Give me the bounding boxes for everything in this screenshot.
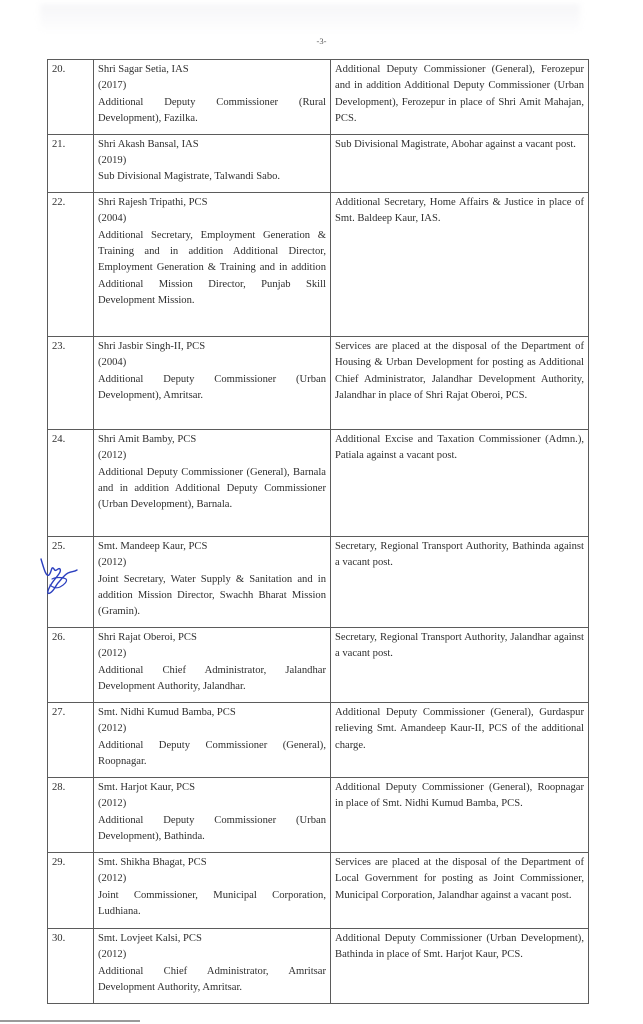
footer-rule [0,1020,140,1022]
posting-cell [331,134,589,192]
table-row [48,536,589,627]
new-posting: Additional Deputy Commissioner (General), Roopnagar in place of Smt. Nidhi Kumud Bamba, PCS. [335,781,584,810]
posting-cell [331,777,589,852]
serial-number: 22. [48,192,94,336]
transfer-orders-table [47,59,589,1004]
officer-cell [94,777,331,852]
officer-cell [94,60,331,135]
officer-name: Shri Sagar Setia, IAS [98,64,189,75]
table-row [48,60,589,135]
table-row [48,852,589,928]
officer-batch: (2004) [98,213,127,225]
current-post: Additional Deputy Commissioner (Urban Development), Amritsar. [98,373,326,402]
current-post: Joint Secretary, Water Supply & Sanitation and in addition Mission Director, Swachh Bharat Mission (Gramin). [98,573,326,618]
serial-number: 26. [48,627,94,702]
serial-number: 29. [48,852,94,928]
current-post: Additional Chief Administrator, Amritsar Development Authority, Amritsar. [98,965,326,994]
officer-cell [94,134,331,192]
table-row [48,627,589,702]
serial-number: 20. [48,60,94,135]
officer-name: Smt. Lovjeet Kalsi, PCS [98,932,202,944]
officer-batch: (2012) [98,648,127,660]
officer-name: Smt. Shikha Bhagat, PCS [98,856,207,868]
officer-cell [94,192,331,336]
officer-name: Smt. Harjot Kaur, PCS [98,781,195,793]
serial-number: 25. [48,536,94,627]
officer-name: Shri Rajesh Tripathi, PCS [98,196,208,208]
serial-number: 21. [48,134,94,192]
table-row [48,134,589,192]
current-post: Additional Deputy Commissioner (General), Barnala and in addition Additional Deputy Commissioner (Urban Development), Barnala. [98,466,326,511]
officer-batch: (2012) [98,557,127,569]
current-post: Sub Divisional Magistrate, Talwandi Sabo. [98,171,281,183]
officer-name: Shri Jasbir Singh-II, PCS [98,340,206,352]
serial-number: 24. [48,429,94,536]
current-post: Additional Secretary, Employment Generation & Training and in addition Additional Director, Employment Generation & Training and in addition Additional Mission Director, Punjab Skill Development Mission. [98,229,326,307]
posting-cell [331,336,589,429]
new-posting: Services are placed at the disposal of the Department of Housing & Urban Development for posting as Additional Chief Administrator, Jalandhar Development Authority, Jalandhar in place of Shri Rajat Oberoi, PCS. [335,340,584,402]
serial-number: 27. [48,702,94,777]
posting-cell [331,928,589,1003]
officer-cell [94,336,331,429]
officer-batch: (2012) [98,873,127,885]
posting-cell [331,192,589,336]
table-row [48,928,589,1003]
current-post: Additional Deputy Commissioner (Urban Development), Bathinda. [98,814,326,843]
officer-batch: (2012) [98,798,127,810]
current-post: Additional Deputy Commissioner (Rural Development), Fazilka. [98,96,326,125]
scan-bleed-through [40,4,580,30]
page-number: -3- [316,36,327,46]
table-row [48,702,589,777]
current-post: Additional Deputy Commissioner (General), Roopnagar. [98,739,326,768]
posting-cell [331,536,589,627]
posting-cell [331,60,589,135]
serial-number: 28. [48,777,94,852]
posting-cell [331,627,589,702]
new-posting: Additional Deputy Commissioner (General), Gurdaspur relieving Smt. Amandeep Kaur-II, PCS of the additional charge. [335,706,584,751]
table-row [48,192,589,336]
table-row [48,777,589,852]
new-posting: Secretary, Regional Transport Authority, Bathinda against a vacant post. [335,540,584,569]
current-post: Joint Commissioner, Municipal Corporation, Ludhiana. [98,889,326,918]
serial-number: 23. [48,336,94,429]
handwritten-signature-icon [38,555,78,605]
table-row [48,336,589,429]
posting-cell [331,702,589,777]
officer-batch: (2004) [98,357,127,369]
posting-cell [331,429,589,536]
officer-name: Shri Amit Bamby, PCS [98,433,197,445]
officer-name: Smt. Nidhi Kumud Bamba, PCS [98,706,236,718]
officer-cell [94,627,331,702]
officer-cell [94,429,331,536]
officer-batch: (2012) [98,949,127,961]
officer-batch: (2012) [98,723,127,735]
officer-batch: (2012) [98,450,127,462]
new-posting: Additional Deputy Commissioner (General), Ferozepur and in addition Additional Deputy Commissioner (Urban Development), Ferozepur in place of Shri Amit Mahajan, PCS. [335,64,584,125]
new-posting: Additional Excise and Taxation Commissioner (Admn.), Patiala against a vacant post. [335,433,584,462]
new-posting: Sub Divisional Magistrate, Abohar against a vacant post. [335,138,576,150]
officer-cell [94,928,331,1003]
posting-cell [331,852,589,928]
officer-name: Shri Rajat Oberoi, PCS [98,631,197,643]
officer-batch: (2017) [98,80,127,92]
officer-name: Shri Akash Bansal, IAS [98,138,199,150]
serial-number: 30. [48,928,94,1003]
officer-cell [94,702,331,777]
table-row [48,429,589,536]
officer-batch: (2019) [98,155,127,167]
new-posting: Secretary, Regional Transport Authority, Jalandhar against a vacant post. [335,631,584,660]
officer-name: Smt. Mandeep Kaur, PCS [98,540,208,552]
officer-cell [94,536,331,627]
new-posting: Additional Deputy Commissioner (Urban Development), Bathinda in place of Smt. Harjot Kaur, PCS. [335,932,584,961]
new-posting: Services are placed at the disposal of the Department of Local Government for posting as Joint Commissioner, Municipal Corporation, Jalandhar against a vacant post. [335,856,584,901]
current-post: Additional Chief Administrator, Jalandhar Development Authority, Jalandhar. [98,664,326,693]
new-posting: Additional Secretary, Home Affairs & Justice in place of Smt. Baldeep Kaur, IAS. [335,196,584,225]
officer-cell [94,852,331,928]
